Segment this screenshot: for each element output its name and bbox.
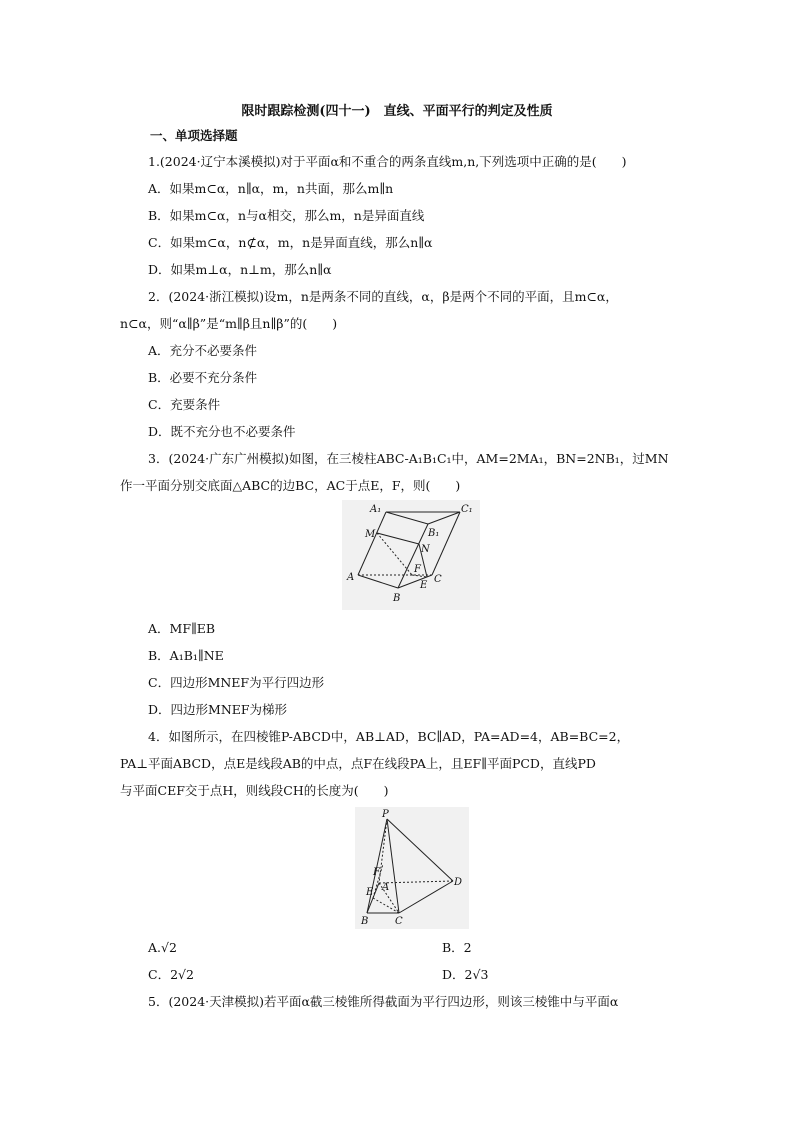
q2-option-c: C．充要条件 — [148, 397, 221, 412]
label-F: F — [414, 564, 421, 575]
q1-stem: 1.(2024·辽宁本溪模拟)对于平面α和不重合的两条直线m,n,下列选项中正确的是( ) — [148, 154, 627, 169]
q3-option-d: D．四边形MNEF为梯形 — [148, 702, 288, 717]
label-B: B — [393, 593, 401, 604]
q3-figure — [342, 500, 480, 610]
q1-option-d: D．如果m⊥α，n⊥m，那么n∥α — [148, 262, 332, 277]
q4-stem-line2: PA⊥平面ABCD，点E是线段AB的中点，点F在线段PA上，且EF∥平面PCD，直线PD — [120, 756, 596, 771]
q5-stem-line1: 5．(2024·天津模拟)若平面α截三棱锥所得截面为平行四边形，则该三棱锥中与平面α — [148, 994, 619, 1009]
q4-stem-line1: 4．如图所示，在四棱锥P-ABCD中，AB⊥AD，BC∥AD，PA=AD=4，AB=BC=2， — [148, 729, 630, 744]
q4-stem-line3: 与平面CEF交于点H，则线段CH的长度为( ) — [120, 783, 389, 798]
label-M: M — [365, 529, 376, 540]
label-A1: A₁ — [370, 504, 382, 515]
q1-option-a: A．如果m⊂α，n∥α，m，n共面，那么m∥n — [148, 181, 394, 196]
q4-option-d: D．2√3 — [442, 967, 489, 982]
label-E: E — [366, 887, 374, 898]
label-C: C — [395, 916, 403, 927]
q3-stem-line1: 3．(2024·广东广州模拟)如图，在三棱柱ABC-A₁B₁C₁中，AM=2MA₁，BN=2NB₁，过MN — [148, 451, 669, 466]
q3-stem-line2: 作一平面分别交底面△ABC的边BC，AC于点E，F，则( ) — [120, 478, 461, 493]
q4-option-c: C．2√2 — [148, 967, 194, 982]
q1-option-b: B．如果m⊂α，n与α相交，那么m，n是异面直线 — [148, 208, 425, 223]
label-B: B — [361, 916, 369, 927]
q2-option-b: B．必要不充分条件 — [148, 370, 258, 385]
q4-option-a: A.√2 — [148, 940, 177, 955]
prism-diagram — [342, 500, 480, 610]
label-F: F — [373, 867, 380, 878]
label-B1: B₁ — [428, 528, 440, 539]
q2-stem-line1: 2．(2024·浙江模拟)设m，n是两条不同的直线，α，β是两个不同的平面，且m⊂α， — [148, 289, 618, 304]
q2-option-d: D．既不充分也不必要条件 — [148, 424, 296, 439]
label-A: A — [382, 882, 390, 893]
label-C: C — [434, 574, 442, 585]
q3-option-b: B．A₁B₁∥NE — [148, 648, 224, 663]
label-D: D — [454, 877, 463, 888]
label-N: N — [421, 544, 430, 555]
q4-figure — [355, 807, 469, 929]
label-A: A — [347, 572, 355, 583]
q1-option-c: C．如果m⊂α，n⊄α，m，n是异面直线，那么n∥α — [148, 235, 433, 250]
q3-option-c: C．四边形MNEF为平行四边形 — [148, 675, 325, 690]
q4-option-b: B．2 — [442, 940, 472, 955]
label-P: P — [382, 809, 389, 820]
label-C1: C₁ — [461, 504, 473, 515]
q2-stem-line2: n⊂α，则“α∥β”是“m∥β且n∥β”的( ) — [120, 316, 338, 331]
q3-option-a: A．MF∥EB — [148, 621, 216, 636]
section-heading: 一、单项选择题 — [150, 128, 238, 143]
label-E: E — [420, 580, 428, 591]
pyramid-diagram — [355, 807, 469, 929]
page-title: 限时跟踪检测(四十一) 直线、平面平行的判定及性质 — [241, 104, 553, 119]
q2-option-a: A．充分不必要条件 — [148, 343, 258, 358]
